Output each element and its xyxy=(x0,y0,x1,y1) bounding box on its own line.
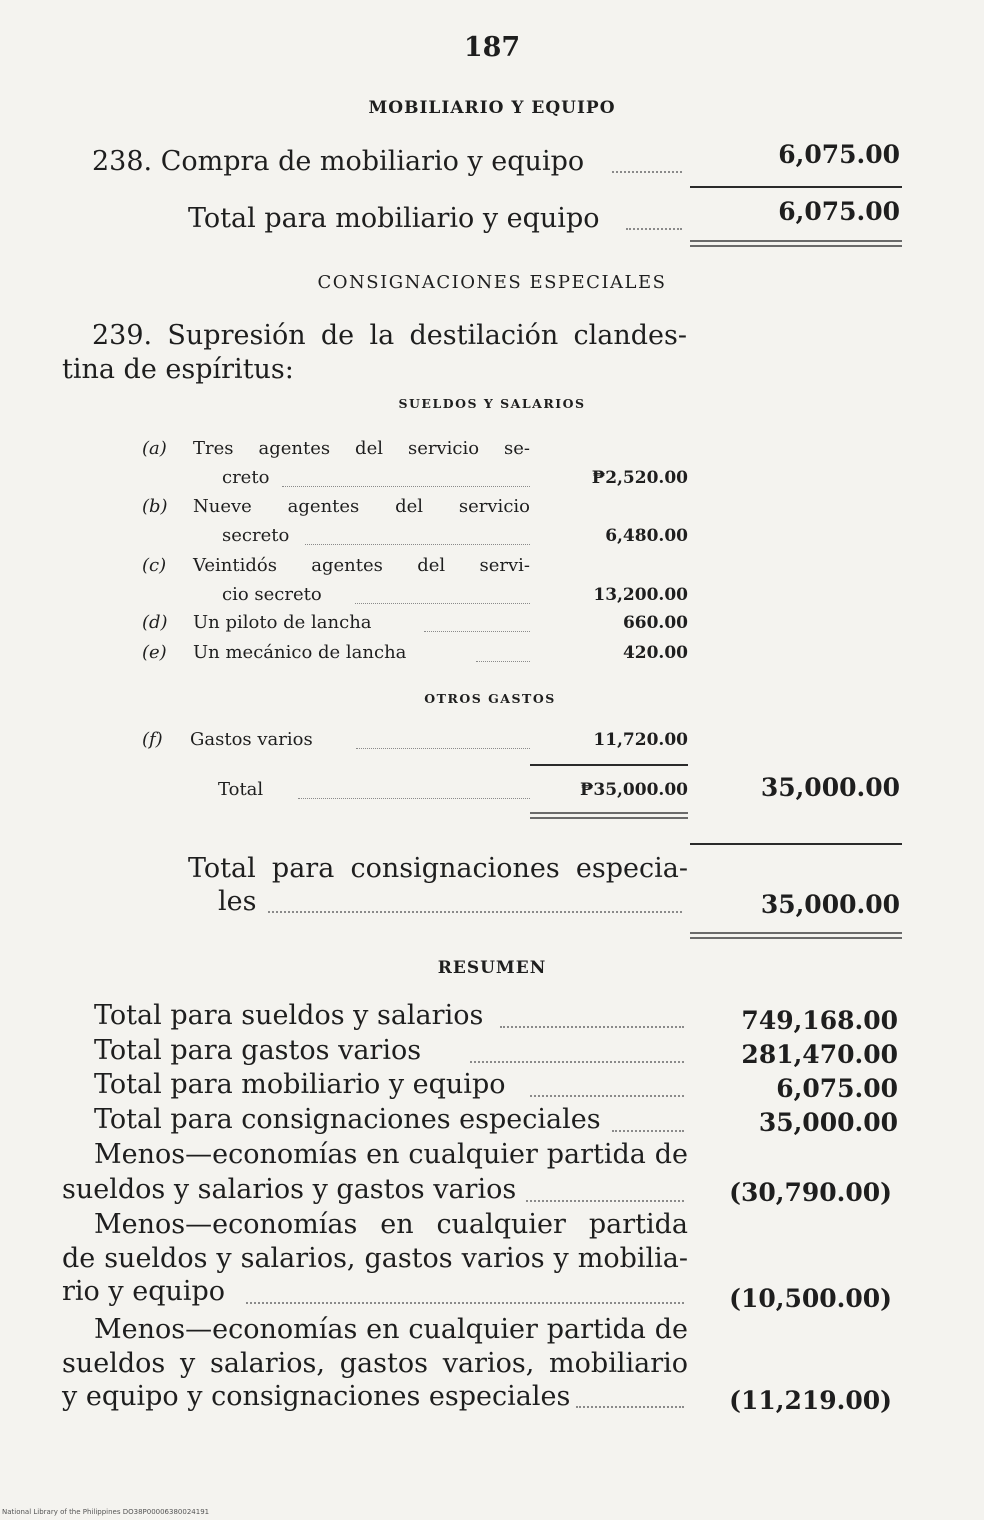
resumen-row-label: Total para gastos varios xyxy=(94,1035,422,1066)
leader-dots xyxy=(305,544,530,545)
double-rule xyxy=(690,240,902,247)
page-number: 187 xyxy=(463,32,521,63)
resumen-row-amount: 6,075.00 xyxy=(776,1074,898,1103)
resumen-row-label: Total para consignaciones especiales xyxy=(94,1104,601,1135)
entry-e-amount: 420.00 xyxy=(622,643,688,663)
leader-dots xyxy=(626,228,682,230)
resumen-row-amount: 35,000.00 xyxy=(758,1108,898,1137)
leader-dots xyxy=(500,1026,684,1028)
resumen-heading: RESUMEN xyxy=(437,958,547,978)
entry-d-label: Un piloto de lancha xyxy=(193,612,372,633)
leader-dots xyxy=(246,1302,684,1304)
item-239-line1: 239. Supresión de la destilación clandes- xyxy=(92,320,687,351)
resumen-row-amount: 749,168.00 xyxy=(741,1006,898,1035)
menos3-line1: Menos—economías en cualquier partida de xyxy=(94,1314,688,1345)
leader-dots xyxy=(356,748,530,749)
mobiliario-total-label: Total para mobiliario y equipo xyxy=(188,203,600,234)
sum-rule xyxy=(530,764,688,766)
leader-dots xyxy=(612,171,682,173)
double-rule xyxy=(690,932,902,939)
resumen-row-amount: 281,470.00 xyxy=(741,1040,898,1069)
item-238-amount: 6,075.00 xyxy=(778,140,900,169)
leader-dots xyxy=(282,486,530,487)
entry-c-amount: 13,200.00 xyxy=(593,585,688,605)
menos3-line3: y equipo y consignaciones especiales xyxy=(62,1381,571,1412)
item-238-label: 238. Compra de mobiliario y equipo xyxy=(92,146,585,177)
leader-dots xyxy=(576,1406,684,1408)
especiales-total-amount: 35,000.00 xyxy=(760,890,900,919)
leader-dots xyxy=(530,1095,684,1097)
menos2-line2: de sueldos y salarios, gastos varios y mobilia- xyxy=(62,1243,688,1274)
subtotal-right-amount: 35,000.00 xyxy=(760,773,900,802)
entry-c-line1: Veintidós agentes del servi- xyxy=(193,555,530,576)
entry-a-line1: Tres agentes del servicio se- xyxy=(193,438,530,459)
menos2-line3: rio y equipo xyxy=(62,1276,226,1307)
double-rule xyxy=(530,812,688,819)
entry-c-letter: (c) xyxy=(142,555,167,576)
entry-d-letter: (d) xyxy=(142,612,168,633)
leader-dots xyxy=(424,631,530,632)
especiales-total-line1: Total para consignaciones especia- xyxy=(188,853,688,884)
entry-e-label: Un mecánico de lancha xyxy=(193,642,407,663)
sum-rule xyxy=(690,843,902,845)
entry-b-line1: Nueve agentes del servicio xyxy=(193,496,530,517)
sum-rule xyxy=(690,186,902,188)
entry-f-letter: (f) xyxy=(142,729,163,750)
menos2-amount: (10,500.00) xyxy=(729,1284,892,1313)
menos1-amount: (30,790.00) xyxy=(729,1178,892,1207)
mobiliario-total-amount: 6,075.00 xyxy=(778,197,900,226)
section-heading-especiales: CONSIGNACIONES ESPECIALES xyxy=(317,272,667,293)
menos1-line1: Menos—economías en cualquier partida de xyxy=(94,1139,688,1170)
section-heading-mobiliario: MOBILIARIO Y EQUIPO xyxy=(368,98,616,118)
leader-dots xyxy=(268,911,682,913)
entry-a-letter: (a) xyxy=(142,438,167,459)
menos3-line2: sueldos y salarios, gastos varios, mobiliario xyxy=(62,1348,688,1379)
entry-f-amount: 11,720.00 xyxy=(593,730,688,750)
leader-dots xyxy=(476,661,530,662)
leader-dots xyxy=(355,603,530,604)
subtotal-amount: ₱35,000.00 xyxy=(579,780,688,800)
entry-d-amount: 660.00 xyxy=(622,613,688,633)
entry-b-letter: (b) xyxy=(142,496,168,517)
otros-heading: OTROS GASTOS xyxy=(424,691,556,706)
entry-e-letter: (e) xyxy=(142,642,167,663)
resumen-row-label: Total para mobiliario y equipo xyxy=(94,1069,506,1100)
leader-dots xyxy=(612,1130,684,1132)
entry-b-line2: secreto xyxy=(222,525,290,546)
leader-dots xyxy=(526,1200,684,1202)
entry-b-amount: 6,480.00 xyxy=(605,526,688,546)
entry-a-line2: creto xyxy=(222,467,270,488)
entry-a-amount: ₱2,520.00 xyxy=(591,468,688,488)
leader-dots xyxy=(470,1061,684,1063)
menos2-line1: Menos—economías en cualquier partida xyxy=(94,1209,688,1240)
entry-c-line2: cio secreto xyxy=(222,584,322,605)
scan-footer: National Library of the Philippines DO38P00006380024191 xyxy=(2,1508,210,1516)
item-239-line2: tina de espíritus: xyxy=(62,354,294,385)
entry-f-label: Gastos varios xyxy=(190,729,313,750)
especiales-total-line2: les xyxy=(218,886,257,917)
subtotal-label: Total xyxy=(218,779,264,800)
leader-dots xyxy=(298,798,530,799)
menos1-line2: sueldos y salarios y gastos varios xyxy=(62,1174,517,1205)
resumen-row-label: Total para sueldos y salarios xyxy=(94,1000,484,1031)
sueldos-heading: SUELDOS Y SALARIOS xyxy=(398,396,586,411)
menos3-amount: (11,219.00) xyxy=(729,1386,892,1415)
